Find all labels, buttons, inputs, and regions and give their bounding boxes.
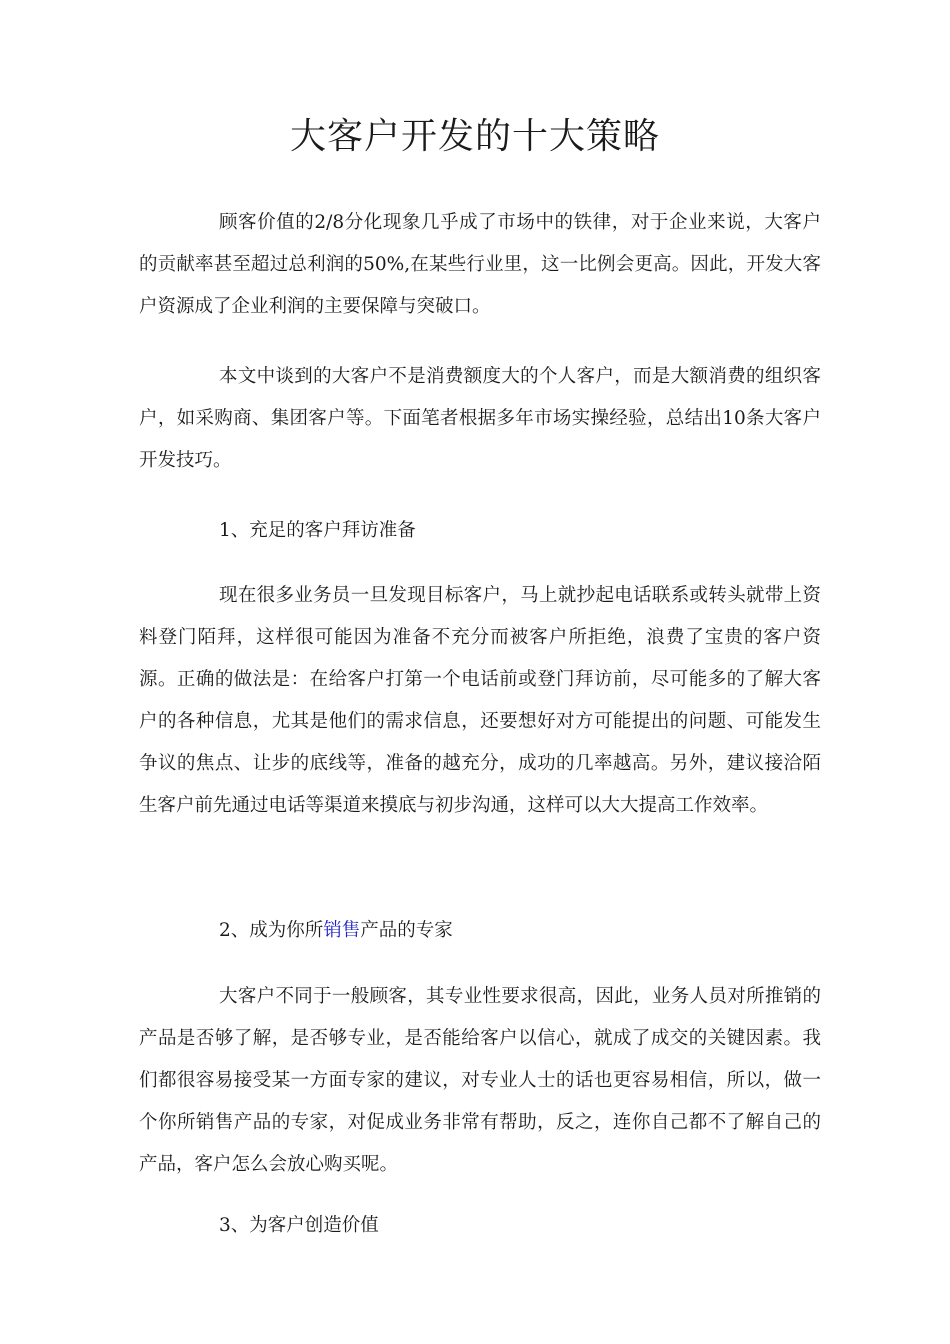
section-heading-2-post: 产品的专家 [360,920,453,941]
section-heading-1: 1、充足的客户拜访准备 [219,520,416,541]
sales-link[interactable]: 销售 [323,920,361,941]
section-heading-3: 3、为客户创造价值 [219,1215,379,1236]
section-heading-2-pre: 2、成为你所 [219,920,324,941]
section-body-2: 大客户不同于一般顾客，其专业性要求很高，因此，业务人员对所推销的产品是否够了解，是否够专业，是否能给客户以信心，就成了成交的关键因素。我们都很容易接受某一方面专家的建议，对专业人士的话也更容易相信，所以，做一个你所销售产品的专家，对促成业务非常有帮助，反之，连你自己都不了解自己的产品，客户怎么会放心购买呢。 [139,986,821,1175]
section-body-1: 现在很多业务员一旦发现目标客户，马上就抄起电话联系或转头就带上资料登门陌拜，这样很可能因为准备不充分而被客户所拒绝，浪费了宝贵的客户资源。正确的做法是：在给客户打第一个电话前或登门拜访前，尽可能多的了解大客户的各种信息，尤其是他们的需求信息，还要想好对方可能提出的问题、可能发生争议的焦点、让步的底线等，准备的越充分，成功的几率越高。另外，建议接洽陌生客户前先通过电话等渠道来摸底与初步沟通，这样可以大大提高工作效率。 [139,585,821,816]
section-heading-2 [219,910,453,952]
intro-paragraph-1: 顾客价值的2/8分化现象几乎成了市场中的铁律，对于企业来说，大客户的贡献率甚至超过总利润的50%,在某些行业里，这一比例会更高。因此，开发大客户资源成了企业利润的主要保障与突破口。 [139,212,821,317]
document-title: 大客户开发的十大策略 [289,116,660,157]
intro-paragraph-2: 本文中谈到的大客户不是消费额度大的个人客户，而是大额消费的组织客户，如采购商、集团客户等。下面笔者根据多年市场实操经验，总结出10条大客户开发技巧。 [139,366,821,471]
